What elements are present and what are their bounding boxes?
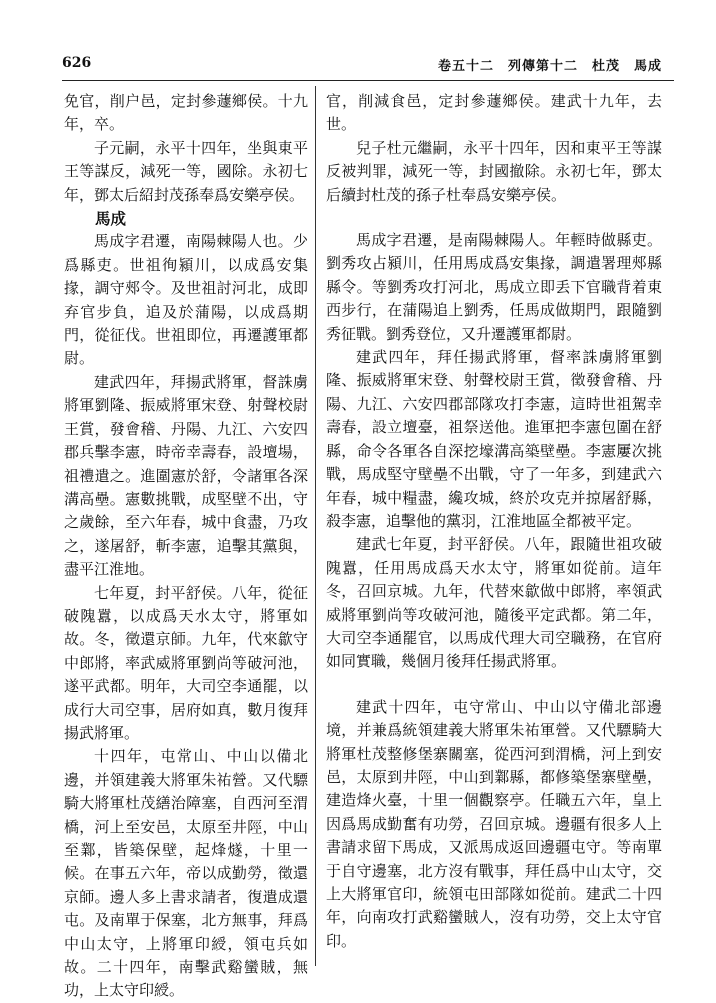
paragraph: 七年夏，封平舒侯。八年，從征破隗囂，以成爲天水太守，將軍如故。冬，徵還京師。九年，代來歙守中郎將，率武威將軍劉尚等破河池，遂平武都。明年，大司空李通罷，以成行大司空事，居府如真，數月復拜揚武將軍。 bbox=[64, 583, 308, 742]
paragraph: 建武四年，拜任揚武將軍，督率誅虜將軍劉隆、振威將軍宋登、射聲校尉王賞，徵發會稽、丹陽、九江、六安四郡部隊攻打李憲，這時世祖駕幸壽春，設立壇臺，祖祭送他。進軍把李憲包圍在舒縣，命令各軍各自深挖壕溝高築壁壘。李憲屢次挑戰，馬成堅守壁壘不出戰，守了一年多，到建武六年春，城中糧盡，纔攻城，終於攻克并掠屠舒縣，殺李憲，追擊他的黨羽，江淮地區全都被平定。 bbox=[326, 348, 662, 530]
page-header bbox=[62, 55, 674, 79]
section-title: 馬成 bbox=[95, 209, 127, 229]
paragraph: 子元嗣，永平十四年，坐與東平王等謀反，減死一等，國除。永初七年，鄧太后紹封茂孫奉爲安樂亭侯。 bbox=[64, 138, 308, 204]
running-title: 卷五十二 列傳第十二 杜茂 馬成 bbox=[437, 59, 662, 74]
paragraph: 建武七年夏，封平舒侯。八年，跟隨世祖攻破隗囂，任用馬成爲天水太守，將軍如從前。這年冬，召回京城。九年，代替來歙做中郎將，率領武威將軍劉尚等攻破河池，隨後平定武都。第二年，大司空李通罷官，以馬成代理大司空職務，在官府如同實職，幾個月後拜任揚武將軍。 bbox=[326, 535, 662, 671]
paragraph: 馬成字君遷，是南陽棘陽人。年輕時做縣吏。劉秀攻占潁川，任用馬成爲安集掾，調遣署理郟縣縣令。等劉秀攻打河北，馬成立即丢下官職背着東西步行，在蒲陽追上劉秀，任馬成做期門，跟隨劉秀征戰。劉秀登位，又升遷護軍都尉。 bbox=[326, 231, 662, 343]
paragraph: 官，削減食邑，定封參蘧鄉侯。建武十九年，去世。 bbox=[326, 92, 662, 134]
column-divider bbox=[315, 86, 316, 966]
page-number: 626 bbox=[62, 55, 92, 71]
paragraph: 十四年，屯常山、中山以備北邊，并領建義大將軍朱祐營。又代驃騎大將軍杜茂繕治障塞，自西河至渭橋，河上至安邑，太原至井陘，中山至鄴，皆築保壁，起烽燧，十里一候。在事五六年，帝以成勤勞，徵還京師。邊人多上書求請者，復遣成還屯。及南單于保塞，北方無事，拜爲中山太守，上將軍印綬，領屯兵如故。二十四年，南擊武谿蠻賊，無功，上太守印綬。 bbox=[64, 747, 308, 1000]
paragraph: 兒子杜元繼嗣，永平十四年，因和東平王等謀反被判罪，減死一等，封國撤除。永初七年，鄧太后續封杜茂的孫子杜奉爲安樂亭侯。 bbox=[326, 138, 662, 204]
paragraph: 免官，削户邑，定封參蘧鄉侯。十九年，卒。 bbox=[64, 92, 308, 134]
paragraph: 建武十四年，屯守常山、中山以守備北部邊境，并兼爲統領建義大將軍朱祐軍營。又代驃騎大將軍杜茂整修堡寨關塞，從西河到渭橋，河上到安邑，太原到井陘，中山到鄴縣，都修築堡寨壁壘，建造烽火臺，十里一個觀察亭。任職五六年，皇上因爲馬成勤奮有功勞，召回京城。邊疆有很多人上書請求留下馬成，又派馬成返回邊疆屯守。等南單于自守邊塞，北方沒有戰事，拜任爲中山太守，交上大將軍官印，統領屯田部隊如從前。建武二十四年，向南攻打武谿蠻賊人，沒有功勞，交上太守官印。 bbox=[326, 697, 662, 950]
paragraph: 建武四年，拜揚武將軍，督誅虜將軍劉隆、振威將軍宋登、射聲校尉王賞，發會稽、丹陽、九江、六安四郡兵擊李憲，時帝幸壽春，設壇場，祖禮遣之。進圍憲於舒，令諸軍各深溝高壘。憲數挑戰，成堅壁不出，守之歲餘，至六年春，城中食盡，乃攻之，遂屠舒，斬李憲，追擊其黨與，盡平江淮地。 bbox=[64, 372, 308, 579]
classical-text-column bbox=[64, 90, 308, 1003]
translation-column bbox=[326, 90, 662, 953]
header-rule bbox=[62, 80, 674, 81]
paragraph: 馬成字君遷，南陽棘陽人也。少爲縣吏。世祖徇潁川，以成爲安集掾，調守郟令。及世祖討河北，成即弃官步負，追及於蒲陽，以成爲期門，從征伐。世祖即位，再遷護軍都尉。 bbox=[64, 232, 308, 368]
